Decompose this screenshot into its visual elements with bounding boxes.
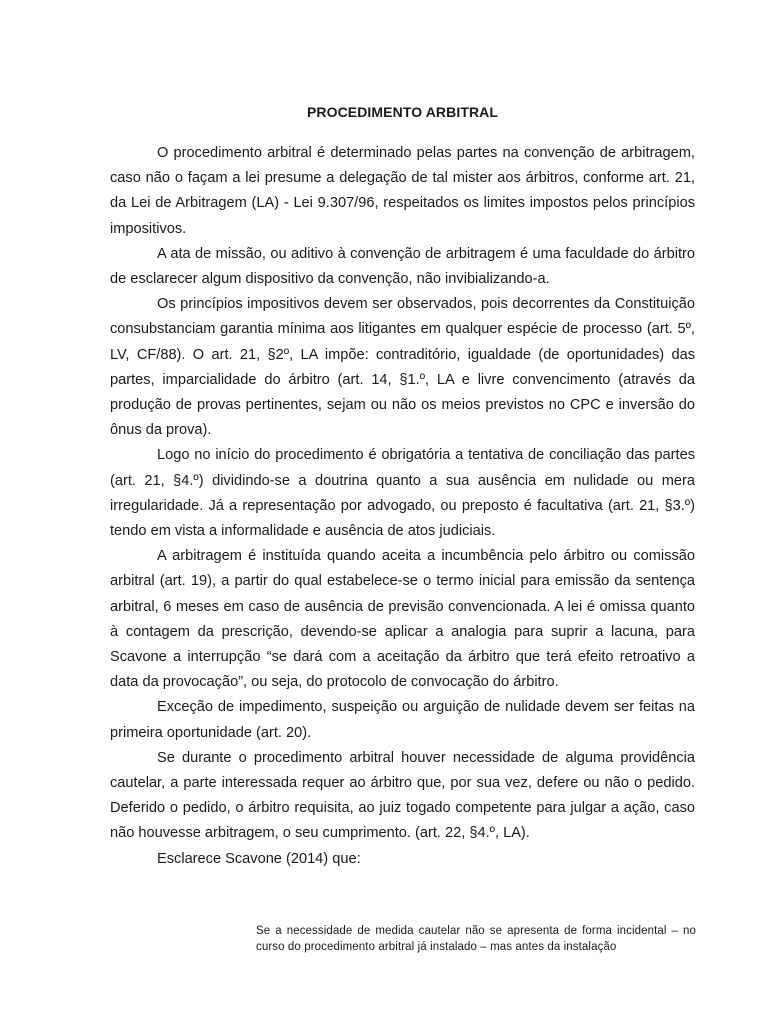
document-title: PROCEDIMENTO ARBITRAL — [306, 104, 499, 120]
paragraph-cautelar: Se durante o procedimento arbitral houver necessidade de alguma providência cautelar, a parte interessada requer ao árbitro que, por sua vez, defere ou não o pedido. Deferido o pedido, o árbitro requisita, ao juiz togado competente para julgar a ação, caso não houvesse arbitragem, o seu cumprimento. (art. 22, §4.º, LA). — [110, 749, 695, 842]
paragraph-ata-de-missao: A ata de missão, ou aditivo à convenção de arbitragem é uma faculdade do árbitro de esclarecer algum dispositivo da convenção, não invibializando-a. — [110, 245, 695, 288]
paragraph-scavone-intro: Esclarece Scavone (2014) que: — [157, 850, 361, 867]
block-quote: Se a necessidade de medida cautelar não se apresenta de forma incidental – no curso do procedimento arbitral já instalado – mas antes da instalação — [256, 925, 696, 953]
paragraph-excecao: Exceção de impedimento, suspeição ou arguição de nulidade devem ser feitas na primeira oportunidade (art. 20). — [110, 699, 695, 741]
paragraph-procedimento: O procedimento arbitral é determinado pelas partes na convenção de arbitragem, caso não o façam a lei presume a delegação de tal mister aos árbitros, conforme art. 21, da Lei de Arbitragem (LA) - Lei 9.307/96, respeitados os limites impostos pelos princípios impositivos. — [110, 145, 695, 237]
paragraph-conciliacao: Logo no início do procedimento é obrigatória a tentativa de conciliação das partes (art. 21, §4.º) dividindo-se a doutrina quanto a sua ausência em nulidade ou mera irregularidade. Já a representação por advogado, ou preposto é facultativa (art. 21, §3.º) tendo em vista a informalidade e ausência de atos judiciais. — [110, 447, 695, 540]
paragraph-principios: Os princípios impositivos devem ser observados, pois decorrentes da Constituição consubstanciam garantia mínima aos litigantes em qualquer espécie de processo (art. 5º, LV, CF/88). O art. 21, §2º, LA impõe: contraditório, igualdade (de oportunidades) das partes, imparcialidade do árbitro (art. 14, §1.º, LA e livre convencimento (através da produção de provas pertinentes, sejam ou não os meios previstos no CPC e inversão do ônus da prova). — [110, 296, 695, 439]
paragraph-instituicao: A arbitragem é instituída quando aceita a incumbência pelo árbitro ou comissão arbitral (art. 19), a partir do qual estabelece-se o termo inicial para emissão da sentença arbitral, 6 meses em caso de ausência de previsão convencionada. A lei é omissa quanto à contagem da prescrição, devendo-se aplicar a analogia para suprir a lacuna, para Scavone a interrupção “se dará com a aceitação da árbitro que terá efeito retroativo a data da provocação”, ou seja, do protocolo de convocação do árbitro. — [110, 548, 695, 691]
document-body — [110, 141, 695, 872]
